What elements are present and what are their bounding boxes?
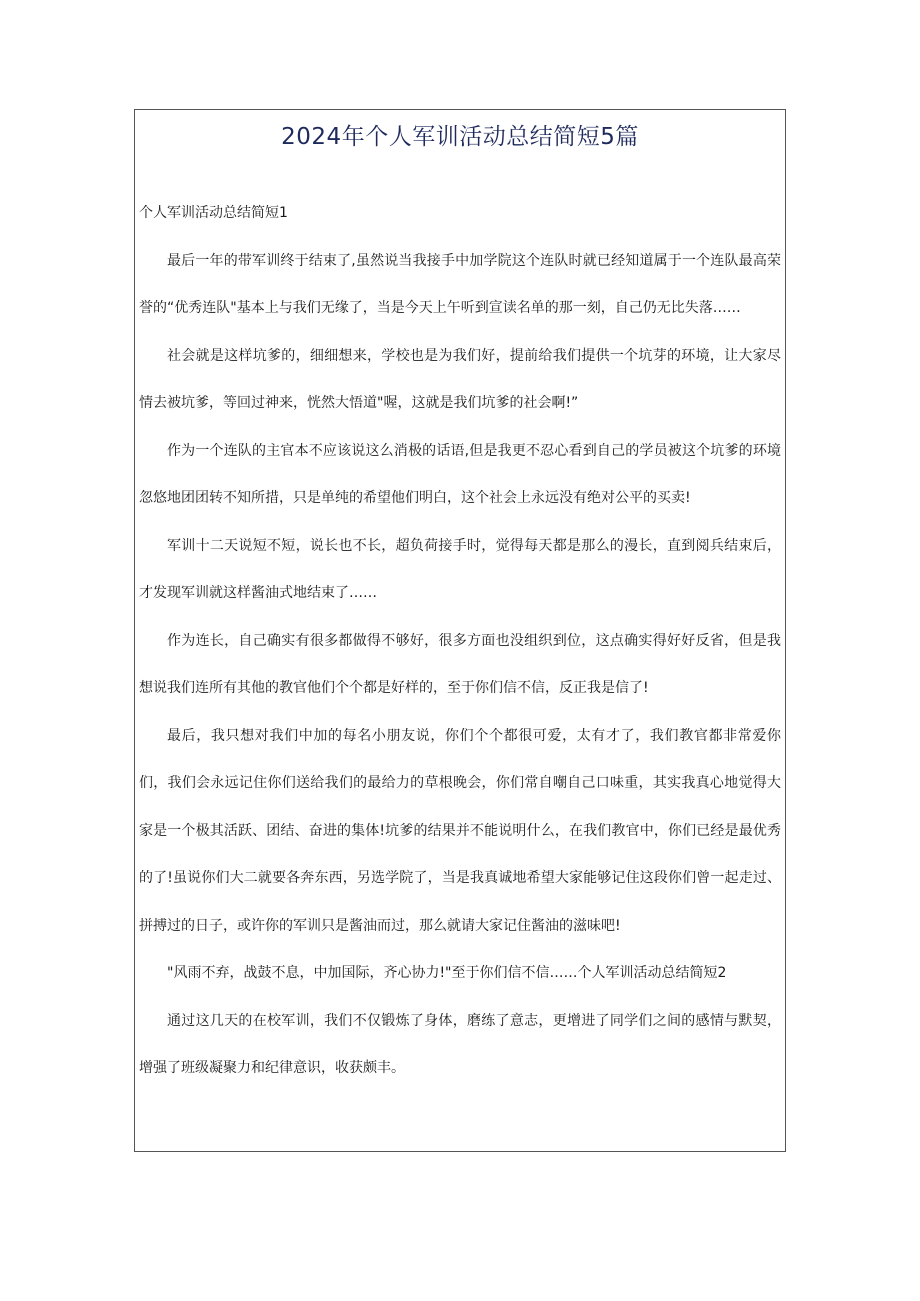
paragraph: 作为连长，自己确实有很多都做得不够好，很多方面也没组织到位，这点确实得好好反省，但是我想说我们连所有其他的教官他们个个都是好样的，至于你们信不信，反正我是信了!	[139, 632, 781, 696]
document-page	[134, 109, 786, 1152]
paragraph: 军训十二天说短不短，说长也不长，超负荷接手时，觉得每天都是那么的漫长，直到阅兵结束后，才发现军训就这样酱油式地结束了……	[139, 537, 781, 601]
document-title: 2024年个人军训活动总结简短5篇	[281, 124, 639, 150]
paragraph: 通过这几天的在校军训，我们不仅锻炼了身体，磨练了意志，更增进了同学们之间的感情与默契，增强了班级凝聚力和纪律意识，收获颇丰。	[139, 1012, 781, 1076]
section-heading-1: 个人军训活动总结简短1	[139, 205, 288, 221]
paragraph: 最后一年的带军训终于结束了,虽然说当我接手中加学院这个连队时就已经知道属于一个连队最高荣誉的“优秀连队"基本上与我们无缘了，当是今天上午听到宣读名单的那一刻，自己仍无比失落……	[139, 252, 781, 316]
paragraph: 最后，我只想对我们中加的每名小朋友说，你们个个都很可爱，太有才了，我们教官都非常爱你们，我们会永远记住你们送给我们的最给力的草根晚会，你们常自嘲自己口味重，其实我真心地觉得大家是一个极其活跃、团结、奋进的集体!坑爹的结果并不能说明什么，在我们教官中，你们已经是最优秀的了!虽说你们大二就要各奔东西，另选学院了，当是我真诚地希望大家能够记住这段你们曾一起走过、拼搏过的日子，或许你的军训只是酱油而过，那么就请大家记住酱油的滋味吧!	[139, 727, 781, 934]
paragraph-with-section-heading-2: "风雨不弃，战鼓不息，中加国际，齐心协力!"至于你们信不信……个人军训活动总结简短2	[167, 965, 727, 981]
paragraph: 作为一个连队的主官本不应该说这么消极的话语,但是我更不忍心看到自己的学员被这个坑爹的环境忽悠地团团转不知所措，只是单纯的希望他们明白，这个社会上永远没有绝对公平的买卖!	[139, 442, 781, 506]
paragraph: 社会就是这样坑爹的，细细想来，学校也是为我们好，提前给我们提供一个坑芽的环境，让大家尽情去被坑爹，等回过神来，恍然大悟道"喔，这就是我们坑爹的社会啊!”	[139, 347, 781, 411]
document-body	[139, 190, 781, 1093]
